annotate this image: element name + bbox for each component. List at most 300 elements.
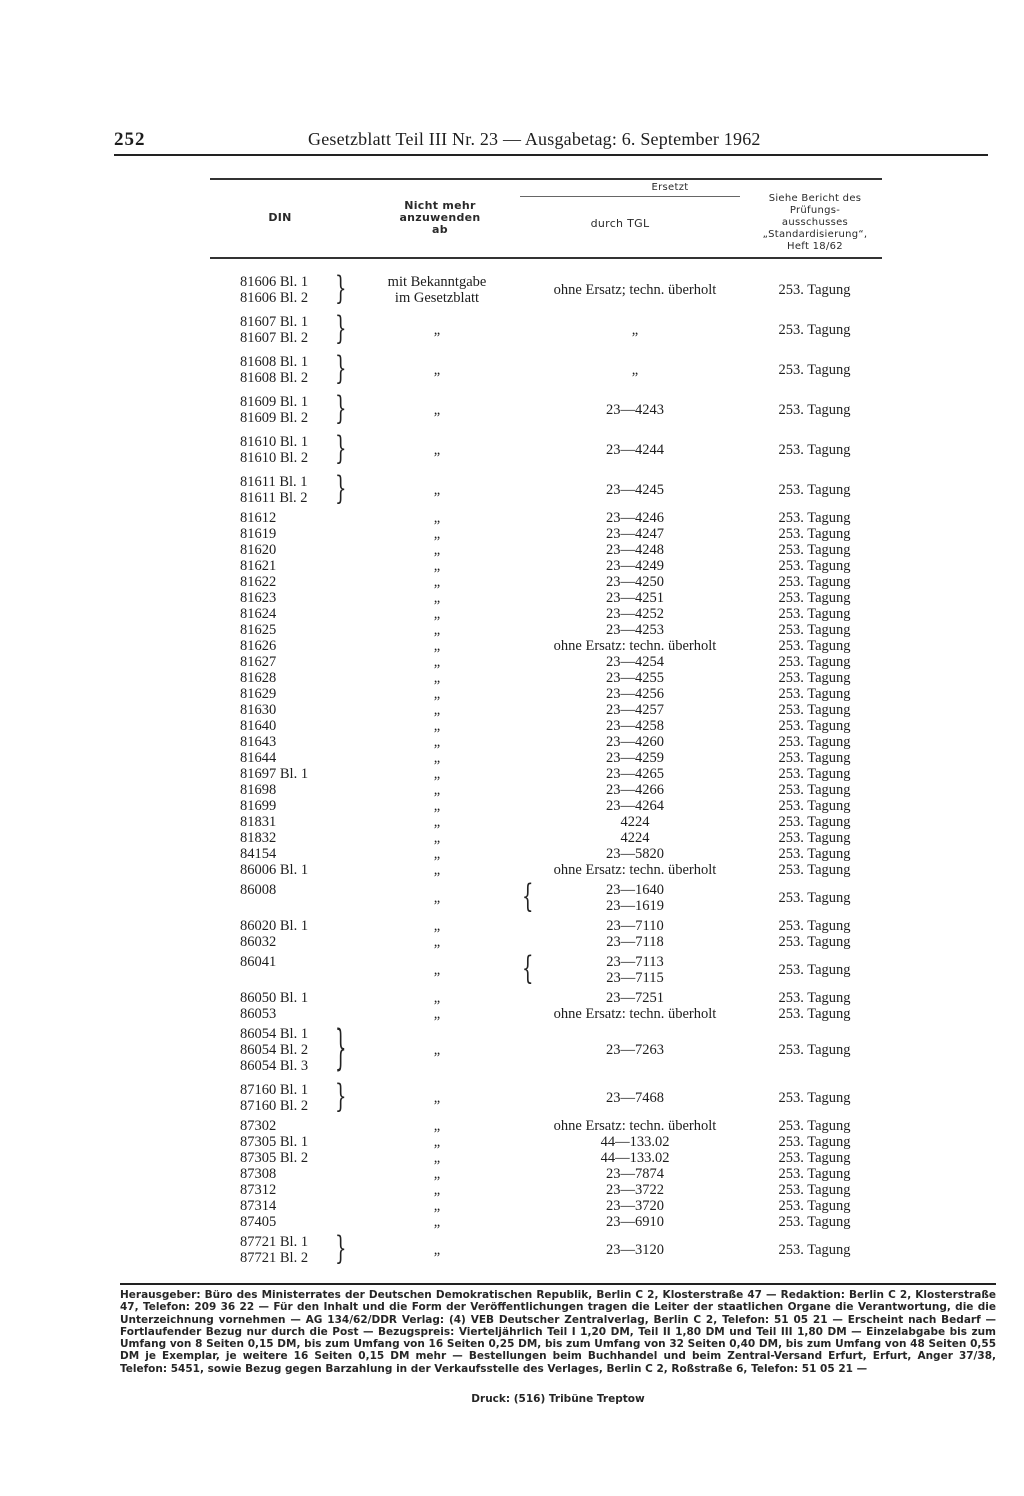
tgl-cell-line: 23—4256 <box>606 686 664 702</box>
din-cell-line: 81644 <box>240 750 277 766</box>
nicht-mehr-cell <box>362 654 512 670</box>
din-cell <box>240 526 336 542</box>
din-cell-line: 81607 Bl. 2 <box>240 330 309 346</box>
tagung-cell: 253. Tagung <box>778 814 851 830</box>
nicht-mehr-cell-line: „ <box>433 542 441 558</box>
din-cell <box>240 1026 336 1074</box>
nicht-mehr-cell <box>362 1242 512 1258</box>
nicht-mehr-cell <box>362 734 512 750</box>
tagung-cell: 253. Tagung <box>778 718 851 734</box>
din-cell-line: 87721 Bl. 1 <box>240 1234 309 1250</box>
nicht-mehr-cell-line: „ <box>433 574 441 590</box>
din-cell-line: 81628 <box>240 670 277 686</box>
nicht-mehr-cell <box>362 1134 512 1150</box>
nicht-mehr-cell-line: „ <box>433 482 441 498</box>
din-cell <box>240 1182 336 1198</box>
nicht-mehr-cell-line: „ <box>433 782 441 798</box>
din-cell-line: 87312 <box>240 1182 277 1198</box>
din-cell <box>240 1118 336 1134</box>
nicht-mehr-cell-line: „ <box>433 750 441 766</box>
din-cell-line: 81624 <box>240 606 277 622</box>
tgl-cell <box>520 442 750 458</box>
tagung-cell: 253. Tagung <box>778 1242 851 1258</box>
nicht-mehr-cell <box>362 510 512 526</box>
nicht-mehr-cell-line: „ <box>433 606 441 622</box>
tgl-cell <box>520 750 750 766</box>
din-cell-line: 86054 Bl. 2 <box>240 1042 309 1058</box>
din-cell-line: 81608 Bl. 1 <box>240 354 309 370</box>
din-cell <box>240 1234 336 1266</box>
nicht-mehr-cell <box>362 798 512 814</box>
tagung-cell: 253. Tagung <box>778 782 851 798</box>
din-cell-line: 87305 Bl. 2 <box>240 1150 309 1166</box>
din-cell <box>240 1198 336 1214</box>
din-cell-line: 86041 <box>240 954 277 970</box>
din-cell-line: 81626 <box>240 638 277 654</box>
nicht-mehr-cell <box>362 702 512 718</box>
tgl-cell-line: ohne Ersatz: techn. überholt <box>553 1006 717 1022</box>
tgl-cell <box>520 526 750 542</box>
nicht-mehr-cell <box>362 718 512 734</box>
tgl-cell <box>520 1118 750 1134</box>
tgl-cell-line: 4224 <box>620 814 650 830</box>
tgl-cell-line: 23—4244 <box>606 442 664 458</box>
din-cell <box>240 654 336 670</box>
din-cell-line: 84154 <box>240 846 277 862</box>
nicht-mehr-cell-line: „ <box>433 918 441 934</box>
tgl-cell <box>520 282 750 298</box>
tgl-cell <box>520 362 750 378</box>
tgl-cell <box>520 814 750 830</box>
table-head-rule <box>210 257 882 259</box>
nicht-mehr-cell <box>362 1042 512 1058</box>
din-cell <box>240 782 336 798</box>
din-cell <box>240 798 336 814</box>
din-cell <box>240 686 336 702</box>
tagung-cell: 253. Tagung <box>778 846 851 862</box>
tgl-cell-line: „ <box>631 322 639 338</box>
din-cell <box>240 750 336 766</box>
din-cell <box>240 918 336 934</box>
col-head-siehe-line-1: Siehe Bericht des <box>768 193 862 204</box>
tagung-cell: 253. Tagung <box>778 654 851 670</box>
tgl-cell-line: 23—4243 <box>606 402 664 418</box>
tgl-cell <box>520 990 750 1006</box>
din-cell-line: 86008 <box>240 882 277 898</box>
tgl-cell <box>520 482 750 498</box>
nicht-mehr-cell <box>362 1182 512 1198</box>
tgl-cell-line: „ <box>631 362 639 378</box>
col-head-siehe-line-5: Heft 18/62 <box>787 241 843 252</box>
tgl-cell-line: 23—4266 <box>606 782 664 798</box>
tagung-cell: 253. Tagung <box>778 590 851 606</box>
tgl-cell-line: 23—7113 <box>606 954 664 970</box>
nicht-mehr-cell-line: „ <box>433 734 441 750</box>
nicht-mehr-cell-line: „ <box>433 1090 441 1106</box>
tgl-cell-line: 23—4253 <box>606 622 664 638</box>
din-cell <box>240 622 336 638</box>
din-cell <box>240 638 336 654</box>
ersetzt-rule <box>520 196 740 197</box>
nicht-mehr-cell <box>362 1166 512 1182</box>
din-cell-line: 81698 <box>240 782 277 798</box>
nicht-mehr-cell <box>362 1090 512 1106</box>
page-number: 252 <box>114 129 146 150</box>
tgl-cell <box>520 654 750 670</box>
tgl-cell-line: 23—3722 <box>606 1182 664 1198</box>
tagung-cell: 253. Tagung <box>778 526 851 542</box>
din-cell <box>240 354 336 386</box>
nicht-mehr-cell-line: „ <box>433 766 441 782</box>
tgl-cell-line: 23—1619 <box>606 898 664 914</box>
col-head-nicht-line-2: anzuwenden <box>399 211 481 224</box>
nicht-mehr-cell <box>362 918 512 934</box>
nicht-mehr-cell-line: „ <box>433 526 441 542</box>
din-cell <box>240 474 336 506</box>
din-cell <box>240 766 336 782</box>
tgl-cell-line: 23—4265 <box>606 766 664 782</box>
din-cell-line: 81622 <box>240 574 277 590</box>
din-cell <box>240 814 336 830</box>
col-head-nicht-line-1: Nicht mehr <box>404 199 476 212</box>
din-cell-line: 81699 <box>240 798 277 814</box>
group-brace: } <box>335 1020 347 1077</box>
din-cell <box>240 606 336 622</box>
nicht-mehr-cell-line: „ <box>433 510 441 526</box>
nicht-mehr-cell-line: „ <box>433 1198 441 1214</box>
tgl-cell <box>520 606 750 622</box>
tgl-cell-line: 23—1640 <box>606 882 664 898</box>
nicht-mehr-cell <box>362 766 512 782</box>
nicht-mehr-cell-line: „ <box>433 1166 441 1182</box>
nicht-mehr-cell-line: „ <box>433 362 441 378</box>
nicht-mehr-cell-line: „ <box>433 1042 441 1058</box>
din-cell <box>240 1006 336 1022</box>
din-cell <box>240 830 336 846</box>
tagung-cell: 253. Tagung <box>778 862 851 878</box>
din-cell <box>240 558 336 574</box>
din-cell-line: 86020 Bl. 1 <box>240 918 309 934</box>
nicht-mehr-cell <box>362 1150 512 1166</box>
tagung-cell: 253. Tagung <box>778 934 851 950</box>
din-cell-line: 81609 Bl. 2 <box>240 410 309 426</box>
footer-imprint: Herausgeber: Büro des Ministerrates der Deutschen Demokratischen Republik, Berlin C 2, Klosterstraße 47 — Redaktion: Berlin C 2, Klosterstraße 47, Telefon: 209 36 22 — Für den Inhalt und die Form der Veröffentlichungen tragen die Leiter der staatlichen Organe die Verantwortung, die die Unterzeichnung vornehmen — AG 134/62/DDR Verlag: (4) VEB Deutscher Zentralverlag, Berlin C 2, Telefon: 51 05 21 — Erscheint nach Bedarf — Fortlaufender Bezug nur durch die Post — Bezugspreis: Vierteljährlich Teil I 1,20 DM, Teil II 1,80 DM und Teil III 1,80 DM — Einzelabgabe bis zum Umfang von 8 Seiten 0,15 DM, bis zum Umfang von 16 Seiten 0,25 DM, bis zum Umfang von 32 Seiten 0,40 DM, bis zum Umfang von 48 Seiten 0,55 DM je Exemplar, je weitere 16 Seiten 0,15 DM mehr — Bestellungen beim Buchhandel und beim Zentral-Versand Erfurt, Erfurt, Anger 37/38, Telefon: 5451, sowie Bezug gegen Barzahlung in der Verkaufsstelle des Verlages, Berlin C 2, Roßstraße 6, Telefon: 51 05 21 — <box>120 1289 996 1375</box>
tgl-cell-line: 23—4246 <box>606 510 664 526</box>
tgl-cell <box>520 734 750 750</box>
tgl-cell <box>520 622 750 638</box>
tagung-cell: 253. Tagung <box>778 734 851 750</box>
tgl-cell-line: 23—6910 <box>606 1214 664 1230</box>
tagung-cell: 253. Tagung <box>778 1090 851 1106</box>
tagung-cell: 253. Tagung <box>778 558 851 574</box>
nicht-mehr-cell <box>362 322 512 338</box>
tgl-cell <box>520 846 750 862</box>
din-cell <box>240 510 336 526</box>
nicht-mehr-cell-line: „ <box>433 1134 441 1150</box>
tagung-cell: 253. Tagung <box>778 702 851 718</box>
din-cell <box>240 1166 336 1182</box>
tagung-cell: 253. Tagung <box>778 686 851 702</box>
din-cell <box>240 394 336 426</box>
col-head-ersetzt: Ersetzt <box>651 182 689 193</box>
group-brace: } <box>335 310 347 348</box>
din-cell-line: 87302 <box>240 1118 277 1134</box>
tgl-cell-line: 23—7251 <box>606 990 664 1006</box>
tgl-cell <box>520 1198 750 1214</box>
tgl-cell-line: 23—4248 <box>606 542 664 558</box>
tgl-cell <box>520 782 750 798</box>
din-cell-line: 81606 Bl. 2 <box>240 290 309 306</box>
tagung-cell: 253. Tagung <box>778 1182 851 1198</box>
din-cell-line: 86050 Bl. 1 <box>240 990 309 1006</box>
din-cell-line: 87305 Bl. 1 <box>240 1134 309 1150</box>
nicht-mehr-cell <box>362 890 512 906</box>
nicht-mehr-cell-line: „ <box>433 442 441 458</box>
nicht-mehr-cell-line: „ <box>433 830 441 846</box>
din-cell-line: 86032 <box>240 934 277 950</box>
nicht-mehr-cell-line: „ <box>433 1118 441 1134</box>
nicht-mehr-cell <box>362 622 512 638</box>
tgl-cell-line: 23—7468 <box>606 1090 664 1106</box>
din-cell <box>240 670 336 686</box>
din-cell <box>240 1150 336 1166</box>
din-cell <box>240 718 336 734</box>
tgl-cell <box>520 510 750 526</box>
tagung-cell: 253. Tagung <box>778 606 851 622</box>
din-cell-line: 81611 Bl. 2 <box>240 490 308 506</box>
din-cell-line: 86006 Bl. 1 <box>240 862 309 878</box>
nicht-mehr-cell-line: „ <box>433 622 441 638</box>
tgl-cell <box>520 718 750 734</box>
tagung-cell: 253. Tagung <box>778 990 851 1006</box>
nicht-mehr-cell <box>362 1006 512 1022</box>
nicht-mehr-cell <box>362 830 512 846</box>
nicht-mehr-cell <box>362 482 512 498</box>
tagung-cell: 253. Tagung <box>778 1006 851 1022</box>
nicht-mehr-cell-line: „ <box>433 558 441 574</box>
nicht-mehr-cell <box>362 574 512 590</box>
din-cell-line: 86053 <box>240 1006 277 1022</box>
tgl-cell-line: 23—4258 <box>606 718 664 734</box>
din-cell-line: 81640 <box>240 718 277 734</box>
din-cell <box>240 542 336 558</box>
tgl-cell <box>520 1214 750 1230</box>
tagung-cell: 253. Tagung <box>778 1214 851 1230</box>
tgl-cell-line: 23—3120 <box>606 1242 664 1258</box>
tagung-cell: 253. Tagung <box>778 322 851 338</box>
tgl-cell <box>520 542 750 558</box>
tgl-cell-line: 23—4260 <box>606 734 664 750</box>
tgl-cell-line: 23—7263 <box>606 1042 664 1058</box>
group-brace: } <box>335 350 347 388</box>
din-cell-line: 81831 <box>240 814 277 830</box>
nicht-mehr-cell-line: „ <box>433 1182 441 1198</box>
tgl-cell-line: 23—7118 <box>606 934 664 950</box>
tagung-cell: 253. Tagung <box>778 622 851 638</box>
nicht-mehr-cell-line: „ <box>433 890 441 906</box>
nicht-mehr-cell <box>362 274 512 306</box>
tgl-cell-line: 23—4250 <box>606 574 664 590</box>
tgl-cell <box>520 638 750 654</box>
din-cell-line: 81620 <box>240 542 277 558</box>
group-brace: } <box>335 1230 347 1268</box>
nicht-mehr-cell <box>362 862 512 878</box>
tgl-cell-line: 23—7110 <box>606 918 664 934</box>
din-cell-line: 87160 Bl. 2 <box>240 1098 309 1114</box>
tgl-cell-line: ohne Ersatz: techn. überholt <box>553 638 717 654</box>
nicht-mehr-cell <box>362 686 512 702</box>
tgl-cell-line: 23—5820 <box>606 846 664 862</box>
tgl-cell-line: 23—4245 <box>606 482 664 498</box>
tgl-cell-line: 23—3720 <box>606 1198 664 1214</box>
tgl-cell <box>520 574 750 590</box>
col-head-siehe-line-4: „Standardisierung“, <box>762 229 868 240</box>
tgl-cell <box>520 950 750 988</box>
din-cell-line: 81697 Bl. 1 <box>240 766 309 782</box>
col-head-durch-tgl: durch TGL <box>590 217 650 230</box>
din-cell-line: 81611 Bl. 1 <box>240 474 308 490</box>
tgl-cell <box>520 766 750 782</box>
tgl-cell <box>520 934 750 950</box>
tgl-cell-line: ohne Ersatz: techn. überholt <box>553 862 717 878</box>
din-cell-line: 81610 Bl. 2 <box>240 450 309 466</box>
tgl-cell-line: 23—4264 <box>606 798 664 814</box>
tgl-cell-line: ohne Ersatz; techn. überholt <box>553 282 717 298</box>
tgl-cell-line: 44—133.02 <box>600 1134 670 1150</box>
nicht-mehr-cell <box>362 606 512 622</box>
tagung-cell: 253. Tagung <box>778 830 851 846</box>
din-cell <box>240 574 336 590</box>
tgl-cell-line: 23—4255 <box>606 670 664 686</box>
tgl-cell <box>520 1166 750 1182</box>
tgl-cell-line: 23—7115 <box>606 970 664 986</box>
din-cell <box>240 1082 336 1114</box>
group-brace: } <box>335 270 347 308</box>
group-brace: } <box>335 430 347 468</box>
din-cell-line: 81630 <box>240 702 277 718</box>
footer-print-line: Druck: (516) Tribüne Treptow <box>471 1393 645 1405</box>
tagung-cell: 253. Tagung <box>778 1198 851 1214</box>
din-cell-line: 87721 Bl. 2 <box>240 1250 309 1266</box>
nicht-mehr-cell-line: „ <box>433 590 441 606</box>
din-cell-line: 81607 Bl. 1 <box>240 314 309 330</box>
din-cell-line: 81629 <box>240 686 277 702</box>
din-cell <box>240 590 336 606</box>
footer-rule <box>120 1283 996 1285</box>
nicht-mehr-cell <box>362 962 512 978</box>
nicht-mehr-cell-line: „ <box>433 990 441 1006</box>
tgl-cell-line: ohne Ersatz: techn. überholt <box>553 1118 717 1134</box>
tagung-cell: 253. Tagung <box>778 918 851 934</box>
nicht-mehr-cell <box>362 442 512 458</box>
tgl-cell <box>520 918 750 934</box>
tgl-cell <box>520 686 750 702</box>
din-cell-line: 81643 <box>240 734 277 750</box>
tgl-cell-line: 23—4249 <box>606 558 664 574</box>
din-cell <box>240 434 336 466</box>
din-cell-line: 86054 Bl. 1 <box>240 1026 309 1042</box>
tgl-cell <box>520 878 750 916</box>
nicht-mehr-cell-line: „ <box>433 814 441 830</box>
tagung-cell: 253. Tagung <box>778 1042 851 1058</box>
col-head-siehe-line-2: Prüfungs- <box>789 205 841 216</box>
din-cell-line: 81610 Bl. 1 <box>240 434 309 450</box>
nicht-mehr-cell <box>362 402 512 418</box>
din-cell <box>240 846 336 862</box>
tgl-cell-line: 23—4257 <box>606 702 664 718</box>
nicht-mehr-cell-line: „ <box>433 718 441 734</box>
tgl-cell <box>520 830 750 846</box>
din-cell-line: 81627 <box>240 654 277 670</box>
nicht-mehr-cell <box>362 638 512 654</box>
din-cell <box>240 314 336 346</box>
nicht-mehr-cell <box>362 590 512 606</box>
col-head-nicht-line-3: ab <box>432 223 448 236</box>
tagung-cell: 253. Tagung <box>778 574 851 590</box>
tagung-cell: 253. Tagung <box>778 638 851 654</box>
group-brace: } <box>335 390 347 428</box>
din-cell <box>240 1134 336 1150</box>
tgl-cell-line: 44—133.02 <box>600 1150 670 1166</box>
col-head-din: DIN <box>268 211 292 224</box>
nicht-mehr-cell-line: „ <box>433 798 441 814</box>
din-cell-line: 87405 <box>240 1214 277 1230</box>
din-cell-line: 81606 Bl. 1 <box>240 274 309 290</box>
tagung-cell: 253. Tagung <box>778 1134 851 1150</box>
tagung-cell: 253. Tagung <box>778 962 851 978</box>
nicht-mehr-cell <box>362 750 512 766</box>
nicht-mehr-cell <box>362 362 512 378</box>
tagung-cell: 253. Tagung <box>778 750 851 766</box>
din-cell <box>240 702 336 718</box>
tgl-cell <box>520 402 750 418</box>
tagung-cell: 253. Tagung <box>778 890 851 906</box>
tgl-cell-line: 23—4254 <box>606 654 664 670</box>
din-cell <box>240 954 336 970</box>
col-head-siehe-bericht <box>740 193 890 253</box>
tagung-cell: 253. Tagung <box>778 402 851 418</box>
nicht-mehr-cell-line: „ <box>433 1006 441 1022</box>
tgl-cell <box>520 1090 750 1106</box>
nicht-mehr-cell-line: „ <box>433 670 441 686</box>
nicht-mehr-cell <box>362 814 512 830</box>
col-head-nicht-mehr <box>370 200 510 236</box>
nicht-mehr-cell-line: mit Bekanntgabe <box>387 274 487 290</box>
tagung-cell: 253. Tagung <box>778 766 851 782</box>
tgl-group-brace: { <box>522 950 534 988</box>
tgl-cell <box>520 1182 750 1198</box>
nicht-mehr-cell-line: „ <box>433 654 441 670</box>
tgl-cell <box>520 322 750 338</box>
nicht-mehr-cell-line: „ <box>433 1242 441 1258</box>
tgl-cell <box>520 1134 750 1150</box>
tgl-cell <box>520 1150 750 1166</box>
tgl-cell <box>520 702 750 718</box>
tagung-cell: 253. Tagung <box>778 1150 851 1166</box>
table-top-rule <box>210 178 882 180</box>
din-cell-line: 81625 <box>240 622 277 638</box>
nicht-mehr-cell <box>362 542 512 558</box>
din-cell-line: 86054 Bl. 3 <box>240 1058 309 1074</box>
tagung-cell: 253. Tagung <box>778 1118 851 1134</box>
tagung-cell: 253. Tagung <box>778 510 851 526</box>
din-cell-line: 81612 <box>240 510 277 526</box>
din-cell-line: 87314 <box>240 1198 277 1214</box>
tgl-cell <box>520 670 750 686</box>
din-cell <box>240 882 336 898</box>
nicht-mehr-cell-line: „ <box>433 402 441 418</box>
col-head-siehe-line-3: ausschusses <box>781 217 849 228</box>
